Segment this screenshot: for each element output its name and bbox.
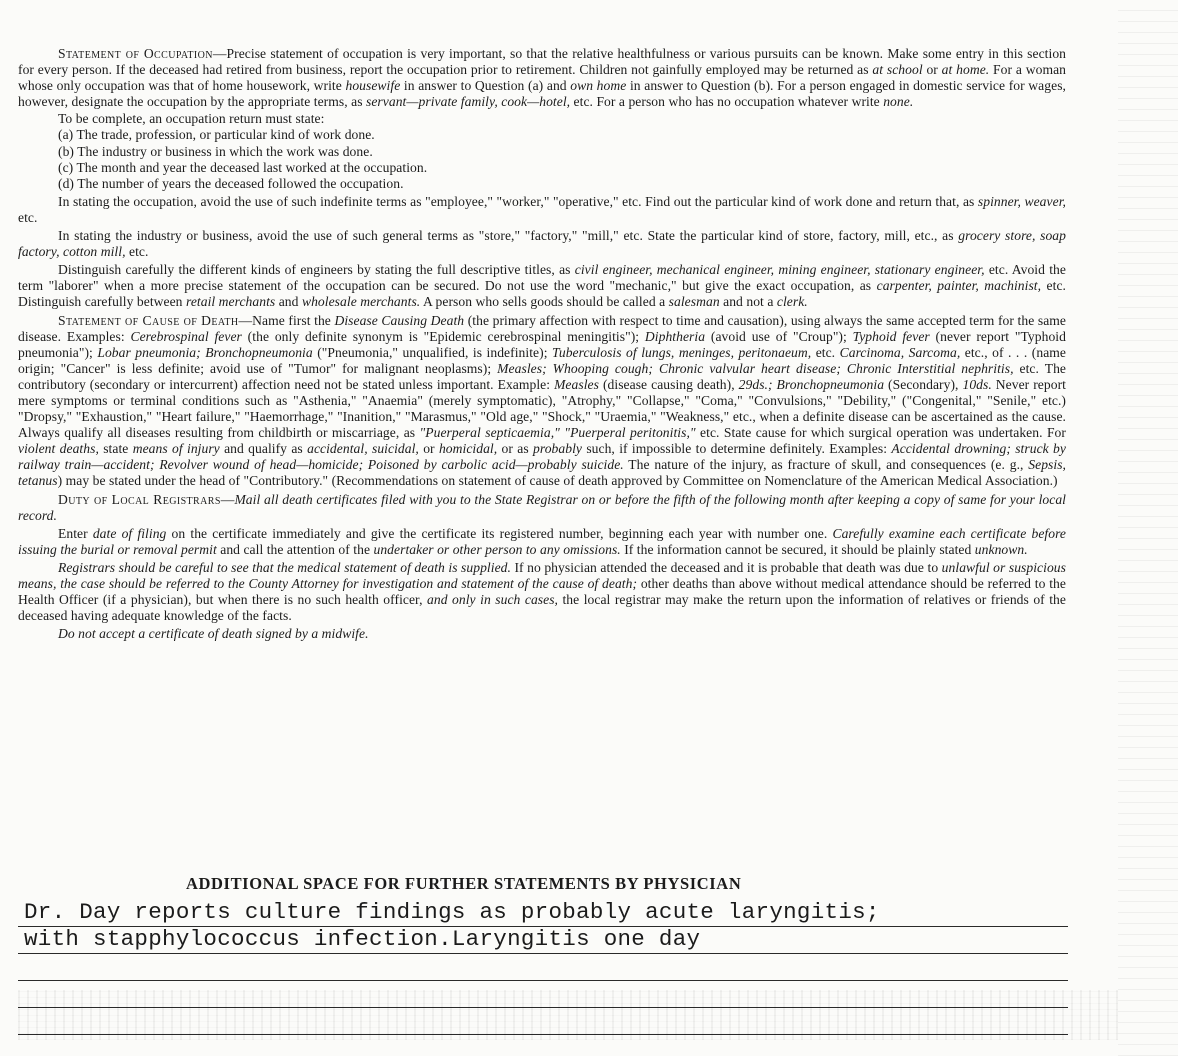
text: etc. State cause for which surgical operation was undertaken. For <box>695 425 1066 441</box>
complete-intro: To be complete, an occupation return must state: <box>58 111 325 127</box>
text-em: Measles <box>554 376 599 392</box>
registrars-duty-paragraph <box>18 492 1066 524</box>
text-em: unknown. <box>974 541 1028 557</box>
text-em: Carefully examine each certificate before issuing the burial or removal permit <box>18 525 1066 557</box>
text-em: clerk. <box>776 294 808 310</box>
text-em: at school <box>872 62 923 78</box>
text: etc. Avoid the term "laborer" when a more precise statement of the occupation can be secured. Do not use the word "mechanic," but give the exact occupation, as <box>18 262 1066 294</box>
text: (Secondary), <box>884 376 963 392</box>
cause-of-death-paragraph <box>18 313 1066 490</box>
text: In stating the occupation, avoid the use of such indefinite terms as "employee," "worker," "operative," etc. Find out the particular kind of work done and return that, as <box>58 193 978 209</box>
text-em: date of filing <box>92 525 167 541</box>
text-em: and only in such cases, <box>427 592 558 608</box>
text: etc. The contributory (secondary or intercurrent) affection need not be stated unless important. Example: <box>18 360 1066 392</box>
text: (the primary affection with respect to time and causation), using always the same accepted term for the same disease. Examples: <box>18 312 1066 344</box>
text: (the only definite synonym is "Epidemic cerebrospinal meningitis"); <box>241 328 645 344</box>
text: Distinguish carefully the different kinds of engineers by stating the full descriptive titles, as <box>58 262 575 278</box>
text: In stating the industry or business, avoid the use of such general terms as "store," "factory," "mill," etc. State the particular kind of store, factory, mill, etc., as <box>58 228 959 244</box>
text: other deaths than above without medical attendance should be referred to the Health Officer (if a physician), but when there is no such health officer, <box>18 576 1066 608</box>
text: etc., of . . . (name origin; "Cancer" is less definite; avoid use of "Tumor" for malignant neoplasms); <box>18 344 1066 376</box>
text: on the certificate immediately and give the certificate its registered number, beginning each year with number one. <box>166 525 833 541</box>
text-em: violent deaths, <box>18 441 99 457</box>
text: or <box>922 62 942 78</box>
text: and <box>275 294 302 310</box>
occupation-heading: Statement of Occupation <box>58 46 213 61</box>
text-em: Diphtheria <box>644 328 706 344</box>
text: such, if impossible to determine definitely. Examples: <box>582 441 892 457</box>
physician-statement-line-1: Dr. Day reports culture findings as probably acute laryngitis; <box>24 899 880 925</box>
text: etc. <box>18 209 38 225</box>
industry-paragraph <box>18 228 1066 260</box>
text: (disease causing death), <box>598 376 739 392</box>
text-em: Disease Causing Death <box>334 312 465 328</box>
text: If the information cannot be secured, it should be plainly stated <box>620 541 975 557</box>
text-em: Carcinoma, Sarcoma, <box>839 344 961 360</box>
text-em: Sepsis, tetanus <box>18 457 1066 489</box>
text-em: Typhoid fever <box>852 328 930 344</box>
text-em: servant—private family, cook—hotel, <box>366 94 571 110</box>
text: Enter <box>58 525 93 541</box>
indefinite-terms-paragraph <box>18 194 1066 226</box>
text: If no physician attended the deceased and it is probable that death was due to <box>510 559 942 575</box>
requirement-b: (b) The industry or business in which the work was done. <box>58 143 373 159</box>
text-em: civil engineer, mechanical engineer, mining engineer, stationary engineer, <box>574 262 985 278</box>
text: Never report mere symptoms or terminal conditions such as "Asthenia," "Anaemia" (merely symptomatic), "Atrophy," "Collapse," "Coma," "Convulsions," "Debility," ("Congenital," "Senile," etc.) "Dropsy," "Exhaustion," "Heart failure," "Haemorrhage," "Inanition," "Marasmus," "Old age," "Shock," "Uraemia," "Weakness," etc., when a definite disease can be ascertained as the cause. Always qualify all diseases resulting from childbirth or miscarriage, as <box>18 376 1066 441</box>
text-em: means of injury <box>132 441 220 457</box>
text: or as <box>497 441 534 457</box>
additional-space-title: ADDITIONAL SPACE FOR FURTHER STATEMENTS BY PHYSICIAN <box>186 874 742 893</box>
text: and qualify as <box>219 441 308 457</box>
text: —Name first the <box>238 312 335 328</box>
text: (never report "Typhoid pneumonia"); <box>18 328 1066 360</box>
text: ) may be stated under the head of "Contributory." (Recommendations on statement of cause of death approved by Committee on Nomenclature of the American Medical Association.) <box>57 473 1058 489</box>
form-line <box>18 953 1068 954</box>
text-em: probably <box>533 441 582 457</box>
text-em: undertaker or other person to any omissions. <box>373 541 621 557</box>
text-em: salesman <box>668 294 720 310</box>
medical-statement-paragraph <box>18 560 1066 624</box>
requirement-d: (d) The number of years the deceased followed the occupation. <box>58 175 404 191</box>
form-line <box>18 926 1068 927</box>
filing-paragraph <box>18 526 1066 558</box>
text: etc. Distinguish carefully between <box>18 278 1066 310</box>
text: —Precise statement of occupation is very important, so that the relative healthfulness or various pursuits can be known. Make some entry in this section for every person. If the deceased had retired from business, report the occupation prior to retirement. Children not gainfully employed may be returned as <box>18 46 1067 78</box>
text-em: spinner, weaver, <box>977 193 1066 209</box>
instructions-block <box>18 46 1066 642</box>
text-em: Measles; Whooping cough; Chronic valvular heart disease; Chronic Interstitial nephritis, <box>497 360 1014 376</box>
text-em: Registrars should be careful to see that the medical statement of death is supplied. <box>58 559 511 575</box>
text: — <box>220 491 235 507</box>
text-em: Tuberculosis of lungs, meninges, peritonaeum, <box>552 344 812 360</box>
requirement-a: (a) The trade, profession, or particular kind of work done. <box>58 127 375 143</box>
text-em: 29ds.; Bronchopneumonia <box>738 376 885 392</box>
text-em: housewife <box>345 78 401 94</box>
text-em: unlawful or suspicious means, the case should be referred to the County Attorney for investigation and statement of the cause of death; <box>18 559 1066 591</box>
text-em: homicidal, <box>438 441 498 457</box>
text: etc. <box>811 344 840 360</box>
midwife-warning: Do not accept a certificate of death signed by a midwife. <box>58 626 369 642</box>
cause-heading: Statement of Cause of Death <box>58 312 239 328</box>
text-em: none. <box>883 94 914 110</box>
text-em: at home. <box>941 62 990 78</box>
text: A person who sells goods should be called a <box>420 294 669 310</box>
text-em: 10ds. <box>962 376 992 392</box>
scan-noise <box>18 990 1118 1040</box>
text: etc. For a person who has no occupation whatever write <box>570 94 884 110</box>
text: in answer to Question (b). For a person engaged in domestic service for wages, however, designate the occupation by the appropriate terms, as <box>18 78 1066 110</box>
text-em: accidental, suicidal, <box>307 441 419 457</box>
text-em: wholesale merchants. <box>301 294 421 310</box>
text: state <box>98 441 133 457</box>
physician-statement-line-2: with stapphylococcus infection.Laryngitis one day <box>24 926 701 952</box>
form-line <box>18 980 1068 981</box>
registrars-heading: Duty of Local Registrars <box>58 491 221 507</box>
text-em: carpenter, painter, machinist, <box>876 278 1042 294</box>
text-em: Cerebrospinal fever <box>130 328 242 344</box>
occupation-paragraph <box>18 46 1066 110</box>
text-em: Mail all death certificates filed with you to the State Registrar on or before the fifth of the following month after keeping a copy of same for your local record. <box>18 491 1066 523</box>
text-em: grocery store, soap factory, cotton mill, <box>18 228 1066 260</box>
text-em: retail merchants <box>185 294 276 310</box>
occupation-requirements-list <box>58 127 1066 191</box>
text-em: Accidental drowning; struck by railway train—accident; Revolver wound of head—homicide; Poisoned by carbolic acid—probably suicide. <box>18 441 1066 473</box>
text: The nature of the injury, as fracture of skull, and consequences (e. g., <box>623 457 1029 473</box>
text: and not a <box>719 294 777 310</box>
text: the local registrar may make the return upon the information of relatives or friends of the deceased having adequate knowledge of the facts. <box>18 592 1066 624</box>
requirement-c: (c) The month and year the deceased last worked at the occupation. <box>58 159 428 175</box>
text-em: "Puerperal septicaemia," "Puerperal peritonitis," <box>419 425 696 441</box>
text: For a woman whose only occupation was that of home housework, write <box>18 62 1066 94</box>
text: etc. <box>125 244 149 260</box>
text: in answer to Question (a) and <box>400 78 571 94</box>
text-em: own home <box>570 78 627 94</box>
text: ("Pneumonia," unqualified, is indefinite); <box>312 344 552 360</box>
scan-edge-speckle <box>1118 0 1178 1056</box>
text: (avoid use of "Croup"); <box>705 328 853 344</box>
text-em: Lobar pneumonia; Bronchopneumonia <box>97 344 313 360</box>
text: and call the attention of the <box>216 541 374 557</box>
text: or <box>418 441 439 457</box>
engineers-paragraph <box>18 262 1066 310</box>
